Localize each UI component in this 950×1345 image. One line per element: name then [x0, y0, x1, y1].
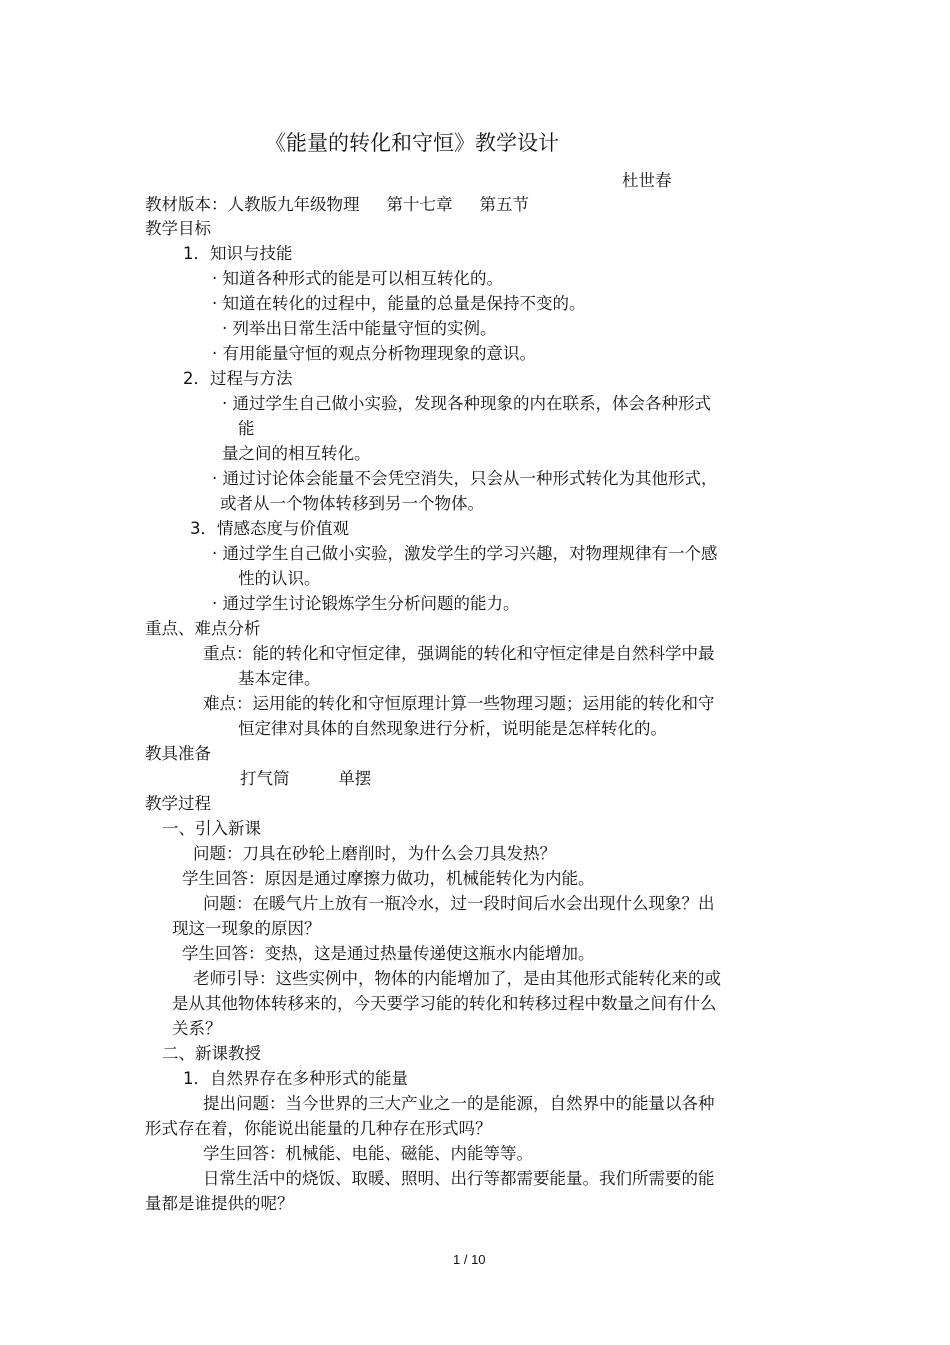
paragraph-line: 形式存在着，你能说出能量的几种存在形式吗？	[145, 1119, 492, 1138]
author-name: 杜世春	[622, 171, 672, 190]
paragraph-line: 日常生活中的烧饭、取暖、照明、出行等都需要能量。我们所需要的能	[203, 1169, 715, 1188]
paragraph-line: 量都是谁提供的呢？	[145, 1194, 294, 1213]
paragraph-line: 性的认识。	[238, 569, 321, 588]
teaching-aids-list: 打气筒 单摆	[240, 769, 372, 788]
section-heading-teaching-goals: 教学目标	[145, 219, 211, 238]
page-indicator: 1 / 10	[453, 1252, 486, 1267]
paragraph-line: 问题：在暖气片上放有一瓶冷水，过一段时间后水会出现什么现象？出	[203, 894, 715, 913]
subheading-process-method: 2．过程与方法	[183, 369, 293, 388]
list-item: · 通过学生讨论锻炼学生分析问题的能力。	[212, 594, 520, 613]
section-heading-teaching-aids: 教具准备	[145, 744, 211, 763]
paragraph-line: 是从其他物体转移来的，今天要学习能的转化和转移过程中数量之间有什么	[172, 994, 717, 1013]
list-item: · 有用能量守恒的观点分析物理现象的意识。	[212, 344, 536, 363]
textbook-version-line: 教材版本：人教版九年级物理 第十七章 第五节	[145, 195, 529, 214]
paragraph-line: 问题：刀具在砂轮上磨削时，为什么会刀具发热？	[193, 844, 556, 863]
subheading-energy-forms: 1．自然界存在多种形式的能量	[183, 1069, 408, 1088]
paragraph-line: 恒定律对具体的自然现象进行分析，说明能是怎样转化的。	[238, 719, 667, 738]
section-heading-key-difficult-points: 重点、难点分析	[145, 619, 261, 638]
paragraph-line: 学生回答：变热，这是通过热量传递使这瓶水内能增加。	[182, 944, 595, 963]
paragraph-line: 学生回答：原因是通过摩擦力做功，机械能转化为内能。	[182, 869, 595, 888]
subheading-new-lesson: 二、新课教授	[162, 1044, 261, 1063]
list-item: · 知道在转化的过程中，能量的总量是保持不变的。	[212, 294, 586, 313]
paragraph-line: 提出问题：当今世界的三大产业之一的是能源，自然界中的能量以各种	[203, 1094, 715, 1113]
paragraph-line: 或者从一个物体转移到另一个物体。	[220, 494, 484, 513]
section-heading-teaching-process: 教学过程	[145, 794, 211, 813]
list-item: · 列举出日常生活中能量守恒的实例。	[222, 319, 497, 338]
paragraph-line: 老师引导：这些实例中，物体的内能增加了，是由其他形式能转化来的或	[193, 969, 721, 988]
list-item: · 通过讨论体会能量不会凭空消失，只会从一种形式转化为其他形式，	[212, 469, 718, 488]
document-title: 《能量的转化和守恒》教学设计	[265, 131, 559, 155]
paragraph-line: 重点：能的转化和守恒定律，强调能的转化和守恒定律是自然科学中最	[203, 644, 715, 663]
paragraph-line: 能	[238, 419, 255, 438]
paragraph-line: 学生回答：机械能、电能、磁能、内能等等。	[203, 1144, 533, 1163]
paragraph-line: 基本定律。	[238, 669, 321, 688]
subheading-knowledge-skills: 1．知识与技能	[183, 244, 293, 263]
paragraph-line: 量之间的相互转化。	[222, 444, 371, 463]
paragraph-line: 难点：运用能的转化和守恒原理计算一些物理习题；运用能的转化和守	[203, 694, 715, 713]
list-item: · 通过学生自己做小实验，发现各种现象的内在联系，体会各种形式	[222, 394, 711, 413]
list-item: · 知道各种形式的能是可以相互转化的。	[212, 269, 503, 288]
subheading-intro: 一、引入新课	[162, 819, 261, 838]
list-item: · 通过学生自己做小实验，激发学生的学习兴趣，对物理规律有一个感	[212, 544, 718, 563]
paragraph-line: 关系？	[172, 1019, 222, 1038]
subheading-attitude-values: 3．情感态度与价值观	[190, 519, 349, 538]
paragraph-line: 现这一现象的原因？	[172, 919, 321, 938]
